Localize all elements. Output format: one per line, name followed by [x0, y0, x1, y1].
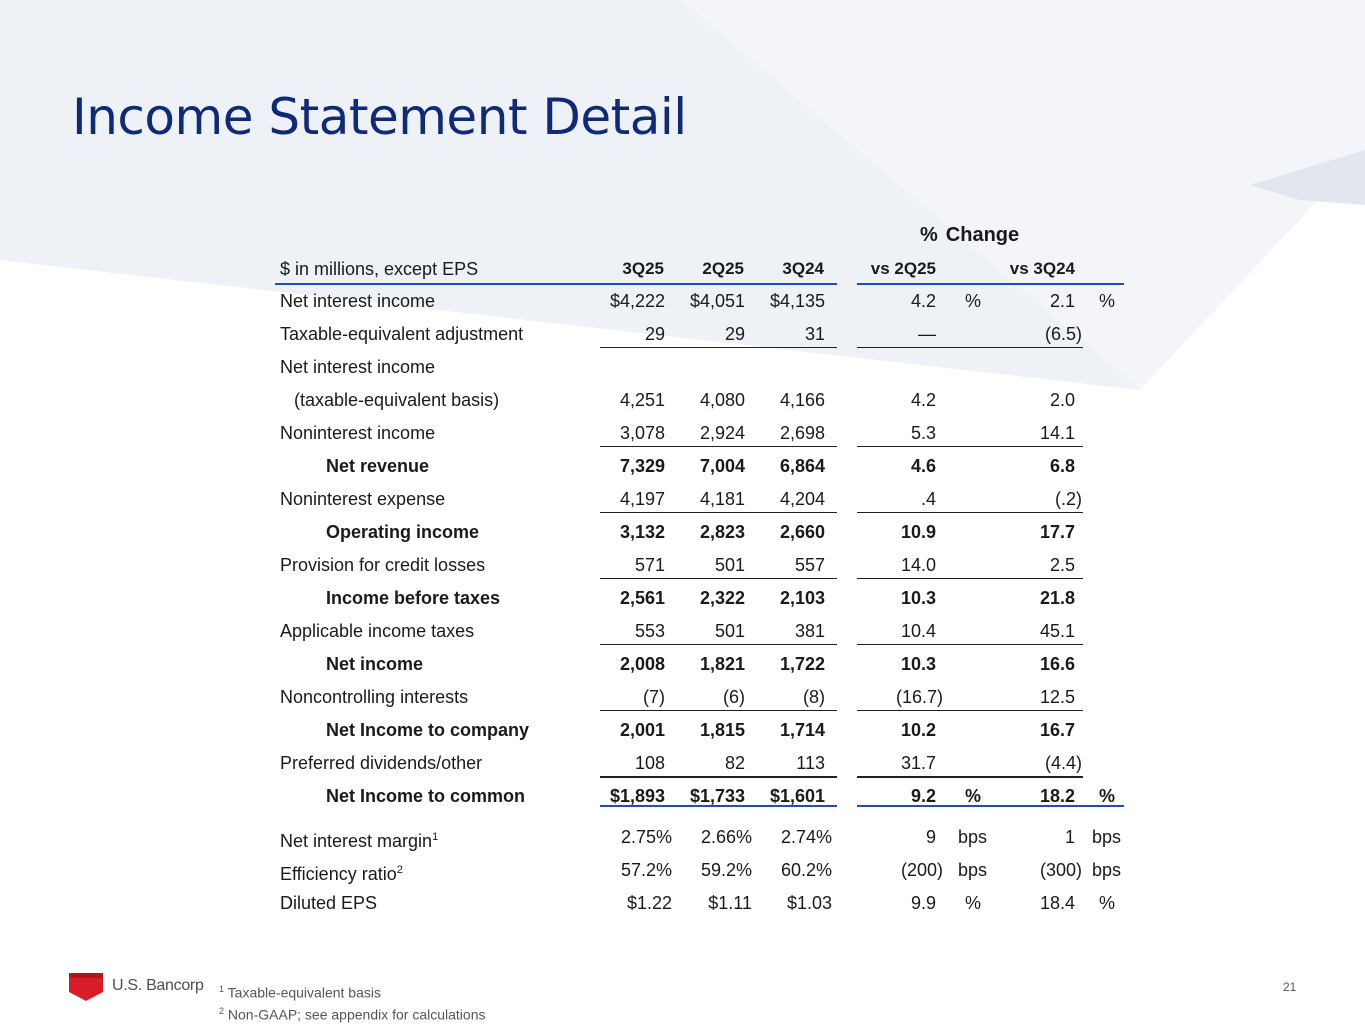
row-change-vs-3q24: 16.7 — [1039, 720, 1075, 740]
row-value: $1,893 — [609, 786, 665, 806]
row-value: $1,733 — [689, 786, 745, 806]
row-change-vs-3q24: (.2) — [1055, 489, 1082, 509]
row-value: 108 — [634, 753, 665, 773]
row-value: 113 — [796, 753, 825, 773]
row-rule-values — [600, 644, 837, 645]
page-title: Income Statement Detail — [72, 88, 687, 146]
change-label: Change — [945, 224, 1020, 246]
metric-label — [280, 892, 377, 914]
row-unit-vs-3q24: % — [1099, 786, 1116, 806]
column-header-vs-3q24: vs 3Q24 — [1009, 259, 1075, 278]
row-value: 553 — [634, 621, 665, 641]
row-label: Preferred dividends/other — [280, 753, 483, 773]
row-change-vs-2q25: (16.7) — [895, 687, 943, 707]
row-rule-changes — [857, 512, 1083, 513]
row-change-vs-3q24: 14.1 — [1039, 423, 1075, 443]
row-value: 4,080 — [699, 390, 745, 410]
metric-label-text: Net interest margin — [280, 831, 433, 851]
row-value: 2,103 — [779, 588, 825, 608]
row-rule-values — [600, 446, 837, 447]
row-value: 1,722 — [779, 654, 825, 674]
row-value: 82 — [724, 753, 745, 773]
footnotes — [219, 980, 486, 1023]
row-change-vs-2q25: 5.3 — [910, 423, 936, 443]
footnote-1: $^1$ Taxable-equivalent basis — [219, 984, 381, 1001]
metric-value: 57.2% — [620, 860, 672, 880]
row-rule-changes — [857, 446, 1083, 447]
row-value: 4,181 — [699, 489, 745, 509]
row-rule-values — [600, 578, 837, 579]
row-label: Noninterest expense — [280, 489, 446, 509]
row-change-vs-3q24: 2.5 — [1049, 555, 1075, 575]
row-change-vs-2q25: 10.3 — [900, 588, 936, 608]
row-value: $4,135 — [769, 291, 825, 311]
row-value: 1,821 — [699, 654, 745, 674]
row-change-vs-3q24: 45.1 — [1039, 621, 1075, 641]
row-unit-vs-2q25: % — [965, 291, 982, 311]
row-change-vs-2q25: — — [918, 324, 936, 344]
row-change-vs-2q25: 31.7 — [900, 753, 936, 773]
row-change-vs-2q25: 10.2 — [900, 720, 936, 740]
row-value: 4,251 — [619, 390, 665, 410]
footnote-2: $^2$ Non-GAAP; see appendix for calculations — [219, 1005, 486, 1023]
row-change-vs-3q24: 18.2 — [1039, 786, 1075, 806]
metric-label-text: Efficiency ratio — [280, 864, 397, 884]
row-value: $4,222 — [609, 291, 665, 311]
row-label: (taxable-equivalent basis) — [294, 390, 500, 410]
row-value: 1,815 — [699, 720, 745, 740]
row-label: Net interest income — [280, 357, 436, 377]
row-label: Income before taxes — [326, 588, 501, 608]
row-label: Provision for credit losses — [280, 555, 486, 575]
row-change-vs-2q25: 10.3 — [900, 654, 936, 674]
row-rule-changes — [857, 347, 1083, 348]
row-change-vs-2q25: 9.2 — [910, 786, 936, 806]
us-bancorp-logo — [68, 970, 204, 1002]
metric-unit-vs-2q25: % — [965, 893, 982, 913]
row-change-vs-2q25: 10.9 — [900, 522, 936, 542]
metric-value: 59.2% — [700, 860, 752, 880]
row-value: 2,924 — [699, 423, 745, 443]
row-value: 381 — [794, 621, 825, 641]
row-value: 2,008 — [619, 654, 665, 674]
row-label: Operating income — [326, 522, 480, 542]
row-value: 3,132 — [619, 522, 665, 542]
row-label: Noninterest income — [280, 423, 436, 443]
row-value: 1,714 — [779, 720, 825, 740]
row-change-vs-3q24: 12.5 — [1039, 687, 1075, 707]
change-symbol: % — [920, 224, 938, 246]
metric-change-vs-3q24: 1 — [1064, 827, 1075, 847]
row-value: 7,004 — [699, 456, 745, 476]
row-rule-changes — [857, 710, 1083, 711]
row-value: (8) — [803, 687, 825, 707]
row-rule-values — [600, 512, 837, 513]
metric-value: 2.74% — [780, 827, 832, 847]
row-change-vs-2q25: 10.4 — [900, 621, 936, 641]
footnote-marker: 2 — [396, 864, 403, 876]
row-rule-values — [600, 710, 837, 711]
metric-unit-vs-2q25: bps — [958, 860, 988, 880]
metric-label — [280, 859, 403, 885]
metric-value: 60.2% — [780, 860, 832, 880]
row-value: $4,051 — [689, 291, 745, 311]
row-unit-vs-2q25: % — [965, 786, 982, 806]
final-rule-changes — [857, 805, 1124, 807]
row-change-vs-2q25: 14.0 — [900, 555, 936, 575]
row-value: (7) — [643, 687, 665, 707]
final-rule-values — [600, 805, 837, 807]
total-rule-values — [600, 777, 837, 778]
column-header-2q25: 2Q25 — [702, 259, 744, 278]
row-value: 2,322 — [699, 588, 745, 608]
row-label: Taxable-equivalent adjustment — [280, 324, 524, 344]
row-label: Net Income to common — [326, 786, 526, 806]
row-rule-changes — [857, 578, 1083, 579]
metric-change-vs-2q25: 9.9 — [910, 893, 936, 913]
metric-unit-vs-2q25: bps — [958, 827, 988, 847]
row-change-vs-3q24: 16.6 — [1039, 654, 1075, 674]
row-value: $1,601 — [769, 786, 825, 806]
metric-value: 2.75% — [620, 827, 672, 847]
percent-change-heading — [920, 224, 1019, 247]
metric-change-vs-2q25: (200) — [900, 860, 943, 880]
row-change-vs-3q24: 2.0 — [1049, 390, 1075, 410]
page-number: 21 — [1283, 980, 1297, 994]
bank-shield-icon — [68, 970, 104, 1002]
column-header-vs-2q25: vs 2Q25 — [870, 259, 936, 278]
metric-unit-vs-3q24: % — [1099, 893, 1116, 913]
row-label: Net interest income — [280, 291, 436, 311]
row-change-vs-2q25: 4.2 — [910, 390, 936, 410]
row-label: Net revenue — [326, 456, 430, 476]
row-label: Applicable income taxes — [280, 621, 475, 641]
row-value: 2,561 — [619, 588, 665, 608]
row-rule-values — [600, 347, 837, 348]
row-value: 7,329 — [619, 456, 665, 476]
row-value: 31 — [804, 324, 825, 344]
row-value: 501 — [714, 555, 745, 575]
row-value: 3,078 — [619, 423, 665, 443]
row-value: 2,823 — [699, 522, 745, 542]
header-rule-left — [275, 283, 837, 285]
total-rule-changes — [857, 777, 1083, 778]
row-value: (6) — [723, 687, 745, 707]
row-value: 571 — [634, 555, 665, 575]
row-value: 4,197 — [619, 489, 665, 509]
row-unit-vs-3q24: % — [1099, 291, 1116, 311]
row-value: 4,204 — [779, 489, 825, 509]
metric-change-vs-3q24: 18.4 — [1039, 893, 1075, 913]
row-value: 6,864 — [779, 456, 825, 476]
row-value: 2,001 — [619, 720, 665, 740]
row-change-vs-2q25: 4.2 — [910, 291, 936, 311]
row-value: 501 — [714, 621, 745, 641]
row-label: Net income — [326, 654, 424, 674]
metric-change-vs-2q25: 9 — [925, 827, 936, 847]
column-header-label: $ in millions, except EPS — [280, 259, 479, 279]
row-value: 557 — [794, 555, 825, 575]
row-change-vs-2q25: .4 — [920, 489, 936, 509]
metric-label — [280, 826, 438, 852]
metric-value: 2.66% — [700, 827, 752, 847]
row-value: 2,698 — [779, 423, 825, 443]
row-label: Net Income to company — [326, 720, 530, 740]
metric-unit-vs-3q24: bps — [1092, 860, 1122, 880]
row-value: 2,660 — [779, 522, 825, 542]
row-value: 4,166 — [779, 390, 825, 410]
row-change-vs-3q24: 6.8 — [1049, 456, 1075, 476]
header-rule-right — [857, 283, 1124, 285]
row-value: 29 — [644, 324, 665, 344]
column-header-3q24: 3Q24 — [782, 259, 824, 278]
metric-unit-vs-3q24: bps — [1092, 827, 1122, 847]
metric-value: $1.11 — [708, 893, 752, 913]
row-value: 29 — [724, 324, 745, 344]
row-label: Noncontrolling interests — [280, 687, 469, 707]
row-change-vs-3q24: 17.7 — [1039, 522, 1075, 542]
logo-text: U.S. Bancorp — [112, 977, 204, 994]
metric-label-text: Diluted EPS — [280, 893, 378, 913]
row-change-vs-3q24: (6.5) — [1044, 324, 1082, 344]
row-change-vs-3q24: 21.8 — [1039, 588, 1075, 608]
metric-value: $1.22 — [626, 893, 672, 913]
metric-value: $1.03 — [786, 893, 832, 913]
footnote-marker: 1 — [432, 831, 439, 843]
column-header-3q25: 3Q25 — [622, 259, 664, 278]
metric-change-vs-3q24: (300) — [1039, 860, 1082, 880]
row-change-vs-3q24: (4.4) — [1044, 753, 1082, 773]
row-rule-changes — [857, 644, 1083, 645]
row-change-vs-2q25: 4.6 — [910, 456, 936, 476]
row-change-vs-3q24: 2.1 — [1049, 291, 1075, 311]
